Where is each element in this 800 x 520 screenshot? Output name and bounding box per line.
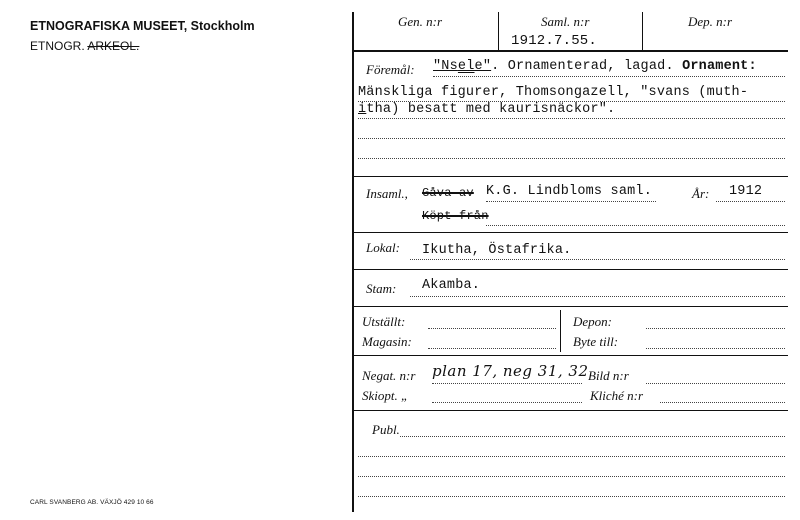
dotted-line bbox=[428, 348, 556, 349]
museum-title: ETNOGRAFISKA MUSEET, Stockholm bbox=[30, 19, 255, 33]
printer-imprint: CARL SVANBERG AB. VÄXJÖ 429 10 66 bbox=[30, 499, 154, 506]
dotted-line bbox=[486, 201, 656, 202]
stam-value: Akamba. bbox=[422, 278, 481, 293]
dotted-line bbox=[646, 348, 785, 349]
card-left-border bbox=[352, 12, 354, 512]
insaml-struck-gava: Gåva av bbox=[422, 186, 474, 200]
insaml-struck-kopt: Köpt från bbox=[422, 209, 489, 223]
object-name-part1: "Ns bbox=[433, 59, 458, 74]
lokal-value: Ikutha, Östafrika. bbox=[422, 243, 572, 258]
insaml-label: Insaml., bbox=[366, 186, 408, 201]
foremal-line-2: Mänskliga figurer, Thomsongazell, "svans (muth- bbox=[358, 85, 749, 100]
section-rule bbox=[352, 355, 788, 356]
utstallt-label: Utställt: bbox=[362, 314, 406, 329]
object-name-part2: el bbox=[457, 59, 475, 74]
foremal-line1-text: . Ornamenterad, lagad. bbox=[491, 59, 683, 74]
gen-label: Gen. n:r bbox=[398, 14, 443, 29]
section-rule bbox=[352, 269, 788, 270]
dotted-line bbox=[486, 225, 785, 226]
dotted-line bbox=[358, 456, 785, 457]
foremal-line3-underlined: i bbox=[358, 102, 367, 117]
saml-value: 1912.7.55. bbox=[511, 33, 598, 49]
saml-label: Saml. n:r bbox=[541, 14, 590, 29]
department-struck: ARKEOL. bbox=[87, 39, 140, 53]
object-name-part3: e" bbox=[474, 59, 492, 74]
dotted-line bbox=[358, 476, 785, 477]
foremal-label: Föremål: bbox=[366, 62, 415, 77]
section-rule bbox=[352, 306, 788, 307]
stam-label: Stam: bbox=[366, 281, 397, 296]
insaml-value: K.G. Lindbloms saml. bbox=[486, 184, 653, 199]
header-divider-1 bbox=[498, 12, 499, 50]
magasin-label: Magasin: bbox=[362, 334, 412, 349]
section-rule bbox=[352, 410, 788, 411]
storage-divider bbox=[560, 310, 561, 352]
dotted-line bbox=[358, 118, 785, 119]
dotted-line bbox=[716, 201, 785, 202]
dotted-line bbox=[358, 138, 785, 139]
header-bottom-rule bbox=[352, 50, 788, 52]
dotted-line bbox=[432, 383, 582, 384]
dotted-line bbox=[433, 76, 785, 77]
lokal-label: Lokal: bbox=[366, 240, 400, 255]
dotted-line bbox=[660, 402, 785, 403]
foremal-line3-text: tha) besatt med kaurisnäckor". bbox=[366, 102, 616, 117]
foremal-line-3 bbox=[358, 102, 615, 117]
foremal-line-1 bbox=[433, 59, 757, 74]
header-divider-2 bbox=[642, 12, 643, 50]
dotted-line bbox=[646, 328, 785, 329]
ar-label: År: bbox=[692, 186, 710, 201]
section-rule bbox=[352, 232, 788, 233]
dotted-line bbox=[400, 436, 785, 437]
dotted-line bbox=[646, 383, 785, 384]
dotted-line bbox=[410, 259, 785, 260]
dotted-line bbox=[410, 296, 785, 297]
ornament-label: Ornament: bbox=[682, 59, 757, 74]
dotted-line bbox=[432, 402, 582, 403]
negat-handwritten: plan 17, neg 31, 32 bbox=[432, 362, 589, 380]
dotted-line bbox=[358, 158, 785, 159]
dotted-line bbox=[358, 496, 785, 497]
skiopt-label: Skiopt. „ bbox=[362, 388, 409, 403]
bild-label: Bild n:r bbox=[588, 368, 629, 383]
depon-label: Depon: bbox=[573, 314, 612, 329]
ar-value: 1912 bbox=[729, 184, 763, 199]
dep-label: Dep. n:r bbox=[688, 14, 733, 29]
kliche-label: Kliché n:r bbox=[590, 388, 644, 403]
negat-label: Negat. n:r bbox=[362, 368, 416, 383]
department-line bbox=[30, 39, 139, 53]
section-rule bbox=[352, 176, 788, 177]
publ-label: Publ. bbox=[372, 422, 400, 437]
byte-label: Byte till: bbox=[573, 334, 619, 349]
dotted-line bbox=[428, 328, 556, 329]
department-prefix: ETNOGR. bbox=[30, 39, 88, 53]
